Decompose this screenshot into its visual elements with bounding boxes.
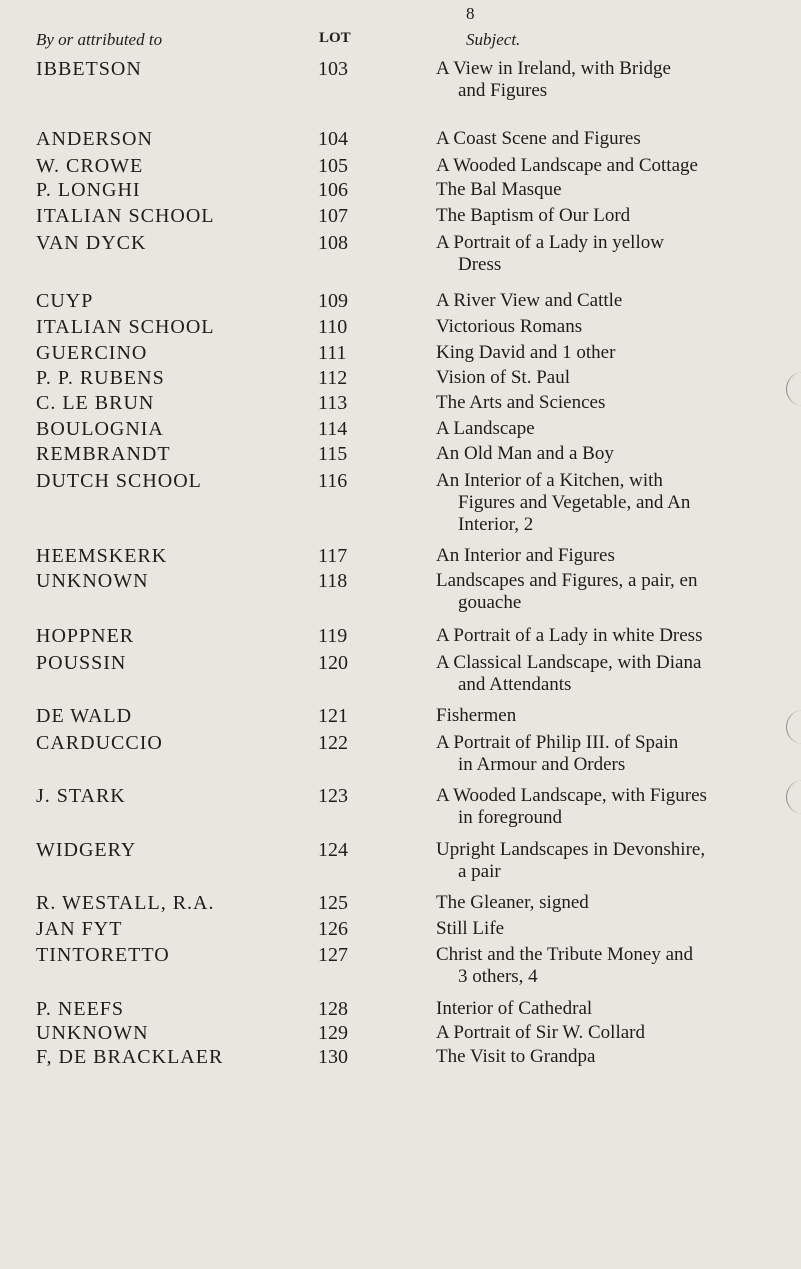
subject-line: A Classical Landscape, with Diana: [436, 652, 702, 673]
subject-line: Victorious Romans: [436, 316, 583, 337]
artist-name: ANDERSON: [36, 128, 153, 150]
lot-number: 129: [318, 1022, 348, 1044]
subject-line: Interior of Cathedral: [436, 998, 593, 1019]
lot-number: 130: [318, 1046, 348, 1068]
artist-name: POUSSIN: [36, 652, 127, 674]
lot-subject: [436, 1022, 796, 1044]
subject-line: Still Life: [436, 918, 505, 939]
artist-name: REMBRANDT: [36, 443, 171, 465]
lot-subject: [436, 625, 796, 647]
subject-line: A Wooded Landscape and Cottage: [436, 155, 698, 176]
artist-name: JAN FYT: [36, 918, 123, 940]
lot-subject: [436, 392, 796, 414]
artist-name: DUTCH SCHOOL: [36, 470, 202, 492]
lot-number: 105: [318, 155, 348, 177]
artist-name: R. WESTALL, R.A.: [36, 892, 215, 914]
subject-line: Fishermen: [436, 705, 517, 726]
lot-number: 113: [318, 392, 348, 414]
artist-name: CUYP: [36, 290, 94, 312]
subject-line: An Old Man and a Boy: [436, 443, 614, 464]
subject-line: The Arts and Sciences: [436, 392, 606, 413]
lot-subject: [436, 155, 796, 177]
lot-subject: [436, 785, 796, 829]
lot-number: 122: [318, 732, 348, 754]
subject-line: A Portrait of a Lady in yellow: [436, 232, 664, 253]
lot-subject: [436, 443, 796, 465]
lot-number: 120: [318, 652, 348, 674]
subject-continuation-line: Interior, 2: [458, 514, 534, 535]
subject-line: An Interior and Figures: [436, 545, 615, 566]
subject-continuation-line: and Figures: [458, 80, 548, 101]
lot-subject: [436, 342, 796, 364]
artist-name: TINTORETTO: [36, 944, 170, 966]
artist-name: P. NEEFS: [36, 998, 125, 1020]
subject-line: A Coast Scene and Figures: [436, 128, 641, 149]
lot-number: 128: [318, 998, 348, 1020]
lot-subject: [436, 1046, 796, 1068]
artist-name: ITALIAN SCHOOL: [36, 205, 215, 227]
subject-line: Upright Landscapes in Devonshire,: [436, 839, 706, 860]
artist-name: J. STARK: [36, 785, 126, 807]
subject-line: An Interior of a Kitchen, with: [436, 470, 663, 491]
subject-line: Christ and the Tribute Money and: [436, 944, 694, 965]
subject-continuation-line: in foreground: [458, 807, 562, 828]
subject-line: The Visit to Grandpa: [436, 1046, 596, 1067]
subject-line: The Gleaner, signed: [436, 892, 589, 913]
subject-continuation-line: in Armour and Orders: [458, 754, 626, 775]
lot-number: 121: [318, 705, 348, 727]
lot-number: 126: [318, 918, 348, 940]
lot-number: 114: [318, 418, 348, 440]
lot-subject: [436, 290, 796, 312]
lot-number: 108: [318, 232, 348, 254]
artist-name: W. CROWE: [36, 155, 144, 177]
subject-line: The Baptism of Our Lord: [436, 205, 631, 226]
lot-column-header: LOT: [319, 30, 351, 46]
lot-subject: [436, 470, 796, 536]
subject-line: The Bal Masque: [436, 179, 562, 200]
lot-number: 117: [318, 545, 348, 567]
lot-number: 123: [318, 785, 348, 807]
artist-name: WIDGERY: [36, 839, 137, 861]
subject-line: A River View and Cattle: [436, 290, 623, 311]
lot-subject: [436, 58, 796, 102]
lot-number: 109: [318, 290, 348, 312]
artist-column-header: By or attributed to: [36, 30, 163, 49]
artist-name: UNKNOWN: [36, 1022, 149, 1044]
lot-number: 110: [318, 316, 348, 338]
lot-number: 125: [318, 892, 348, 914]
lot-number: 116: [318, 470, 348, 492]
subject-line: A Wooded Landscape, with Figures: [436, 785, 707, 806]
subject-continuation-line: gouache: [458, 592, 522, 613]
subject-line: A Portrait of Philip III. of Spain: [436, 732, 679, 753]
subject-line: A Portrait of Sir W. Collard: [436, 1022, 645, 1043]
lot-subject: [436, 232, 796, 276]
lot-number: 103: [318, 58, 348, 80]
artist-name: F, DE BRACKLAER: [36, 1046, 224, 1068]
artist-name: ITALIAN SCHOOL: [36, 316, 215, 338]
lot-number: 112: [318, 367, 348, 389]
artist-name: C. LE BRUN: [36, 392, 155, 414]
subject-line: Landscapes and Figures, a pair, en: [436, 570, 698, 591]
lot-subject: [436, 892, 796, 914]
artist-name: VAN DYCK: [36, 232, 147, 254]
lot-subject: [436, 545, 796, 567]
artist-name: BOULOGNIA: [36, 418, 164, 440]
lot-number: 119: [318, 625, 348, 647]
artist-name: UNKNOWN: [36, 570, 149, 592]
subject-continuation-line: Dress: [458, 254, 502, 275]
lot-number: 115: [318, 443, 348, 465]
artist-name: HEEMSKERK: [36, 545, 168, 567]
artist-name: GUERCINO: [36, 342, 148, 364]
page-number: 8: [466, 4, 475, 23]
artist-name: P. P. RUBENS: [36, 367, 165, 389]
lot-subject: [436, 918, 796, 940]
subject-line: Vision of St. Paul: [436, 367, 570, 388]
subject-line: A Portrait of a Lady in white Dress: [436, 625, 703, 646]
lot-number: 106: [318, 179, 348, 201]
lot-subject: [436, 570, 796, 614]
lot-subject: [436, 418, 796, 440]
lot-number: 111: [318, 342, 347, 364]
lot-subject: [436, 128, 796, 150]
lot-number: 124: [318, 839, 348, 861]
artist-name: IBBETSON: [36, 58, 142, 80]
artist-name: HOPPNER: [36, 625, 135, 647]
lot-subject: [436, 944, 796, 988]
subject-continuation-line: a pair: [458, 861, 501, 882]
subject-column-header: Subject.: [466, 30, 521, 49]
lot-number: 107: [318, 205, 348, 227]
subject-continuation-line: Figures and Vegetable, and An: [458, 492, 691, 513]
subject-line: A Landscape: [436, 418, 535, 439]
subject-continuation-line: 3 others, 4: [458, 966, 538, 987]
lot-number: 118: [318, 570, 348, 592]
lot-subject: [436, 652, 796, 696]
artist-name: DE WALD: [36, 705, 133, 727]
subject-line: A View in Ireland, with Bridge: [436, 58, 671, 79]
lot-subject: [436, 367, 796, 389]
lot-subject: [436, 998, 796, 1020]
lot-number: 104: [318, 128, 348, 150]
lot-subject: [436, 179, 796, 201]
lot-subject: [436, 705, 796, 727]
lot-subject: [436, 316, 796, 338]
lot-number: 127: [318, 944, 348, 966]
artist-name: CARDUCCIO: [36, 732, 163, 754]
lot-subject: [436, 839, 796, 883]
lot-subject: [436, 732, 796, 776]
subject-continuation-line: and Attendants: [458, 674, 572, 695]
subject-line: King David and 1 other: [436, 342, 616, 363]
artist-name: P. LONGHI: [36, 179, 141, 201]
lot-subject: [436, 205, 796, 227]
